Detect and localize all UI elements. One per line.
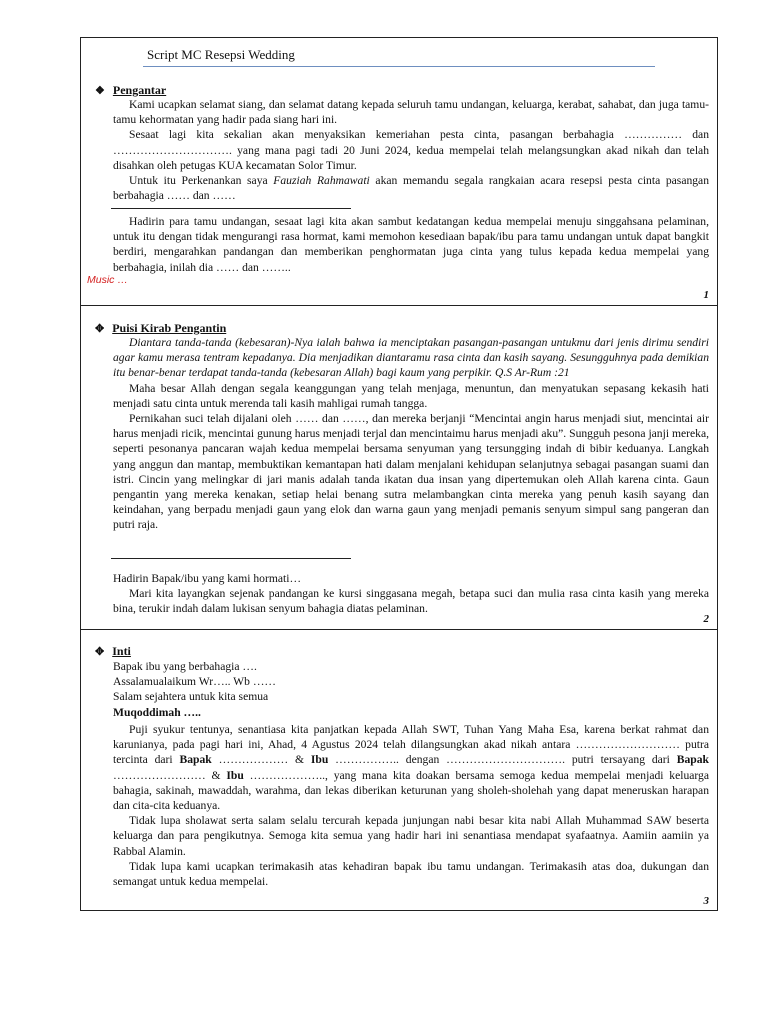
- paragraph: Pernikahan suci telah dijalani oleh …… dan ……, dan mereka berjanji “Mencintai angin harus menjadi siut, mencintai air harus menjadi ricik, mencintai gunung harus menjadi terjal dan mencintaimu harus menjadi aku”. Sungguh pesona janji mereka, seperti pesonanya pancaran wajah kedua mempelai bersama senyuman yang tersungging indah di bibir keduanya. Langkah yang anggun dan mantap, membuktikan kemantapan hati dalam menjalani kehidupan selanjutnya sebagai pasangan suami dan istri. Cincin yang melingkar di jari manis adalah tanda ikatan dua insan yang dipertemukan oleh Allah karena cinta. Gaun pengantin yang mereka kenakan, setiap helai benang sutra melambangkan cinta mereka yang penuh kasih sayang dan keindahan, yang berpadu menjadi gaun yang elok dan warna gaun yang menjadi pemanis senyum simpul sang pangeran dan putri raja.: [113, 412, 709, 532]
- title-underline: [143, 66, 655, 67]
- paragraph: Hadirin Bapak/ibu yang kami hormati…: [113, 572, 302, 585]
- pengantar-body: [113, 97, 709, 203]
- inti-body: [113, 722, 709, 889]
- paragraph: Kami ucapkan selamat siang, dan selamat datang kepada seluruh tamu undangan, keluarga, kerabat, sahabat, dan juga tamu-tamu kehormatan yang hadir pada siang hari ini.: [113, 98, 709, 127]
- text-span: ……………….., yang mana kita doakan bersama semoga kedua mempelai menjadi keluarga bahagia, sakinah, mawaddah, warahma, dan lekas diberikan keturunan yang sholeh-sholehah yang dapat meneruskan harapan dan cita-cita keduanya.: [113, 768, 709, 813]
- bold-label: Ibu: [226, 768, 244, 782]
- greeting-line: Bapak ibu yang berbahagia ….: [113, 660, 257, 673]
- paragraph: [113, 722, 709, 813]
- heading-text: Puisi Kirab Pengantin: [112, 321, 227, 335]
- bold-label: Bapak: [676, 753, 709, 767]
- paragraph: Sesaat lagi kita sekalian akan menyaksikan kemeriahan pesta cinta, pasangan berbahagia …………… dan …………………………. yang mana pagi tadi 20 Juni 2024, kedua mempelai telah melangsungkan akad nikah dan telah disahkan oleh petugas KUA kecamatan Solor Timur.: [113, 128, 709, 172]
- four-point-star-icon: ✥: [95, 323, 105, 335]
- page-number: 3: [703, 895, 709, 907]
- quran-verse: Diantara tanda-tanda (kebesaran)-Nya ialah bahwa ia menciptakan pasangan-pasangan untukmu dari jenis dirimu sendiri agar kamu merasa tentram kepadanya. Dia menjadikan diantaramu rasa cinta dan kasih sayang. Sesungguhnya pada demikian itu benar-benar terdapat tanda-tanda (kebesaran Allah) bagi kaum yang perpikir. Q.S Ar-Rum :21: [113, 336, 709, 380]
- greeting-line: Assalamualaikum Wr….. Wb ……: [113, 675, 277, 689]
- mc-name: Fauziah Rahmawati: [273, 174, 370, 188]
- panel-inti: [81, 630, 717, 912]
- greeting-line: Salam sejahtera untuk kita semua: [113, 690, 269, 704]
- heading-text: Inti: [112, 644, 131, 658]
- panel-pengantar: [81, 38, 717, 306]
- paragraph: Hadirin para tamu undangan, sesaat lagi kita akan sambut kedatangan kedua mempelai menuju singgahsana pelaminan, untuk itu dengan tidak mengurangi rasa hormat, kami memohon kesediaan bapak/ibu para tamu undangan untuk dapat bangkit berdiri, mengarahkan pandangan dan memberikan penghormatan juga cinta yang tulus kepada kedua mempelai yang berbahagia, inilah dia …… dan ……..: [113, 215, 709, 274]
- document-title: Script MC Resepsi Wedding: [147, 47, 295, 62]
- bold-label: Ibu: [310, 753, 329, 767]
- puisi-body-2: [113, 571, 709, 617]
- paragraph: Mari kita layangkan sejenak pandangan ke kursi singgasana megah, betapa suci dan mulia rasa cinta kasih yang mereka bina, terukir indah dalam lukisan senyum bahagia diatas pelaminan.: [113, 587, 709, 616]
- text-span: Untuk itu Perkenankan saya: [129, 174, 268, 188]
- music-cue: Music …: [87, 274, 128, 286]
- text-span: …………………… &: [113, 768, 221, 782]
- paragraph: Maha besar Allah dengan segala keanggungan yang telah menjaga, menuntun, dan menyatukan sepasang kekasih hati menjadi satu cinta untuk merenda tali kasih mahligai rumah tangga.: [113, 381, 709, 410]
- paragraph: Tidak lupa sholawat serta salam selalu tercurah kepada junjungan nabi besar kita nabi Allah Muhammad SAW beserta keluarga dan para pengikutnya. Semoga kita semua yang hadir hari ini senantiasa mendapat syafaatnya. Aamiin aamiin ya Rabbal Alamin.: [113, 814, 709, 858]
- divider-line: [111, 208, 351, 209]
- page-number: 2: [703, 613, 709, 625]
- paragraph: Tidak lupa kami ucapkan terimakasih atas kehadiran bapak ibu tamu undangan. Terimakasih atas doa, dukungan dan semangat untuk kedua mempelai.: [113, 859, 709, 889]
- page-number: 1: [703, 289, 709, 301]
- bold-label: Bapak: [179, 753, 212, 767]
- panel-puisi-kirab: [81, 306, 717, 630]
- four-point-star-icon: ✥: [95, 646, 105, 658]
- muqoddimah-label: Muqoddimah …..: [113, 705, 201, 719]
- text-span: ……………… &: [218, 753, 305, 767]
- pengantar-body-2: [113, 214, 709, 275]
- section-heading-inti: [95, 644, 131, 659]
- section-heading-puisi: [95, 321, 226, 336]
- puisi-body: [113, 335, 709, 533]
- divider-line: [111, 558, 351, 559]
- inti-opening-lines: [113, 659, 709, 720]
- section-heading-pengantar: [95, 83, 166, 98]
- text-span: akan memandu segala rangkaian acara resepsi pesta cinta pasangan berbahagia …… dan ……: [113, 174, 709, 203]
- paragraph: [113, 173, 709, 203]
- text-span: Puji syukur tentunya, senantiasa kita panjatkan kepada Allah SWT, Tuhan Yang Maha Esa, karena berkat rahmat dan karunianya, pada pagi hari ini, Ahad, 4 Agustus 2024 telah dilangsungkan akad nikah antara ……………………… putra tercinta dari: [113, 723, 709, 767]
- diamond-bullet-icon: ❖: [95, 85, 105, 97]
- heading-text: Pengantar: [112, 83, 167, 97]
- text-span: …………….. dengan …………………………. putri tersayang dari: [335, 753, 670, 767]
- document-sheet: [80, 37, 718, 911]
